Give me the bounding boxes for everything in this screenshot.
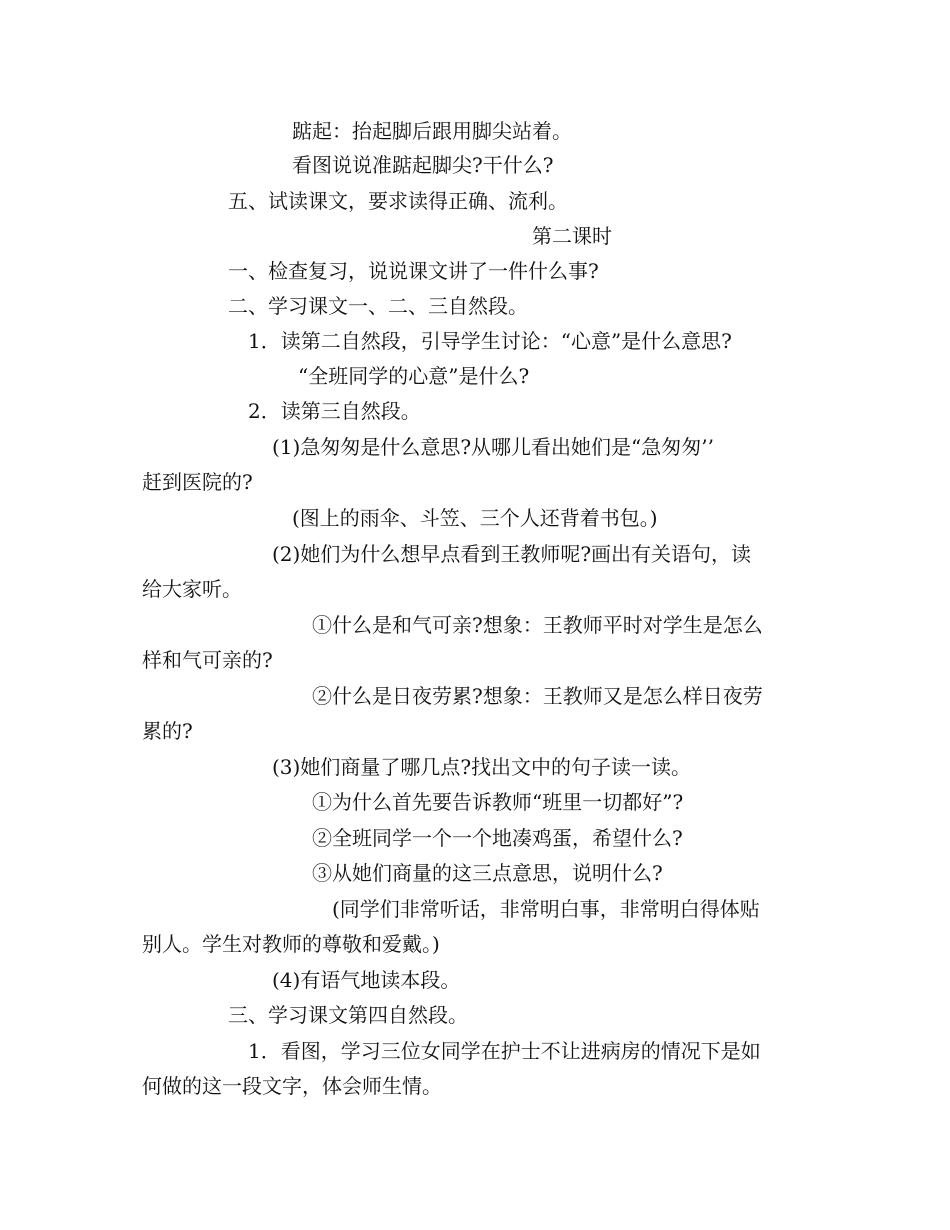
text-line: 给大家听。 [142, 577, 242, 601]
text-line: 累的? [142, 719, 193, 743]
text-line: 别人。学生对教师的尊敬和爱戴。) [142, 932, 440, 956]
text-line: ①什么是和气可亲?想象：王教师平时对学生是怎么 [312, 613, 763, 637]
text-line: (4)有语气地读本段。 [272, 968, 461, 992]
text-line: 二、学习课文一、二、三自然段。 [228, 294, 528, 318]
text-line: 看图说说准踮起脚尖?干什么? [292, 153, 554, 177]
text-line: “全班同学的心意”是什么? [298, 364, 530, 388]
text-line: (3)她们商量了哪几点?找出文中的句子读一读。 [272, 755, 692, 779]
text-line: ②全班同学一个一个地凑鸡蛋，希望什么? [312, 826, 683, 850]
text-line: ①为什么首先要告诉教师“班里一切都好”? [312, 790, 684, 814]
text-line: (图上的雨伞、斗笠、三个人还背着书包。) [292, 506, 658, 530]
text-line: ②什么是日夜劳累?想象：王教师又是怎么样日夜劳 [312, 684, 763, 708]
text-line: 踮起：抬起脚后跟用脚尖站着。 [292, 119, 572, 143]
text-line: (1)急匆匆是什么意思?从哪儿看出她们是“急匆匆’’ [272, 435, 714, 459]
text-line: (同学们非常听话，非常明白事，非常明白得体贴 [332, 897, 760, 921]
text-line: 三、学习课文第四自然段。 [228, 1003, 468, 1027]
text-line: ③从她们商量的这三点意思，说明什么? [312, 861, 663, 885]
text-line: 样和气可亲的? [142, 648, 273, 672]
text-line: 1．看图，学习三位女同学在护士不让进病房的情况下是如 [248, 1039, 761, 1063]
text-line: 一、检查复习，说说课文讲了一件什么事? [228, 259, 599, 283]
text-line: 2．读第三自然段。 [248, 399, 421, 423]
text-line: 1．读第二自然段，引导学生讨论：“心意”是什么意思? [248, 329, 732, 353]
text-line: 五、试读课文，要求读得正确、流利。 [228, 189, 568, 213]
section-heading: 第二课时 [532, 224, 612, 248]
text-line: (2)她们为什么想早点看到王教师呢?画出有关语句，读 [272, 542, 752, 566]
text-line: 赶到医院的? [142, 470, 253, 494]
text-line: 何做的这一段文字，体会师生情。 [142, 1074, 442, 1098]
